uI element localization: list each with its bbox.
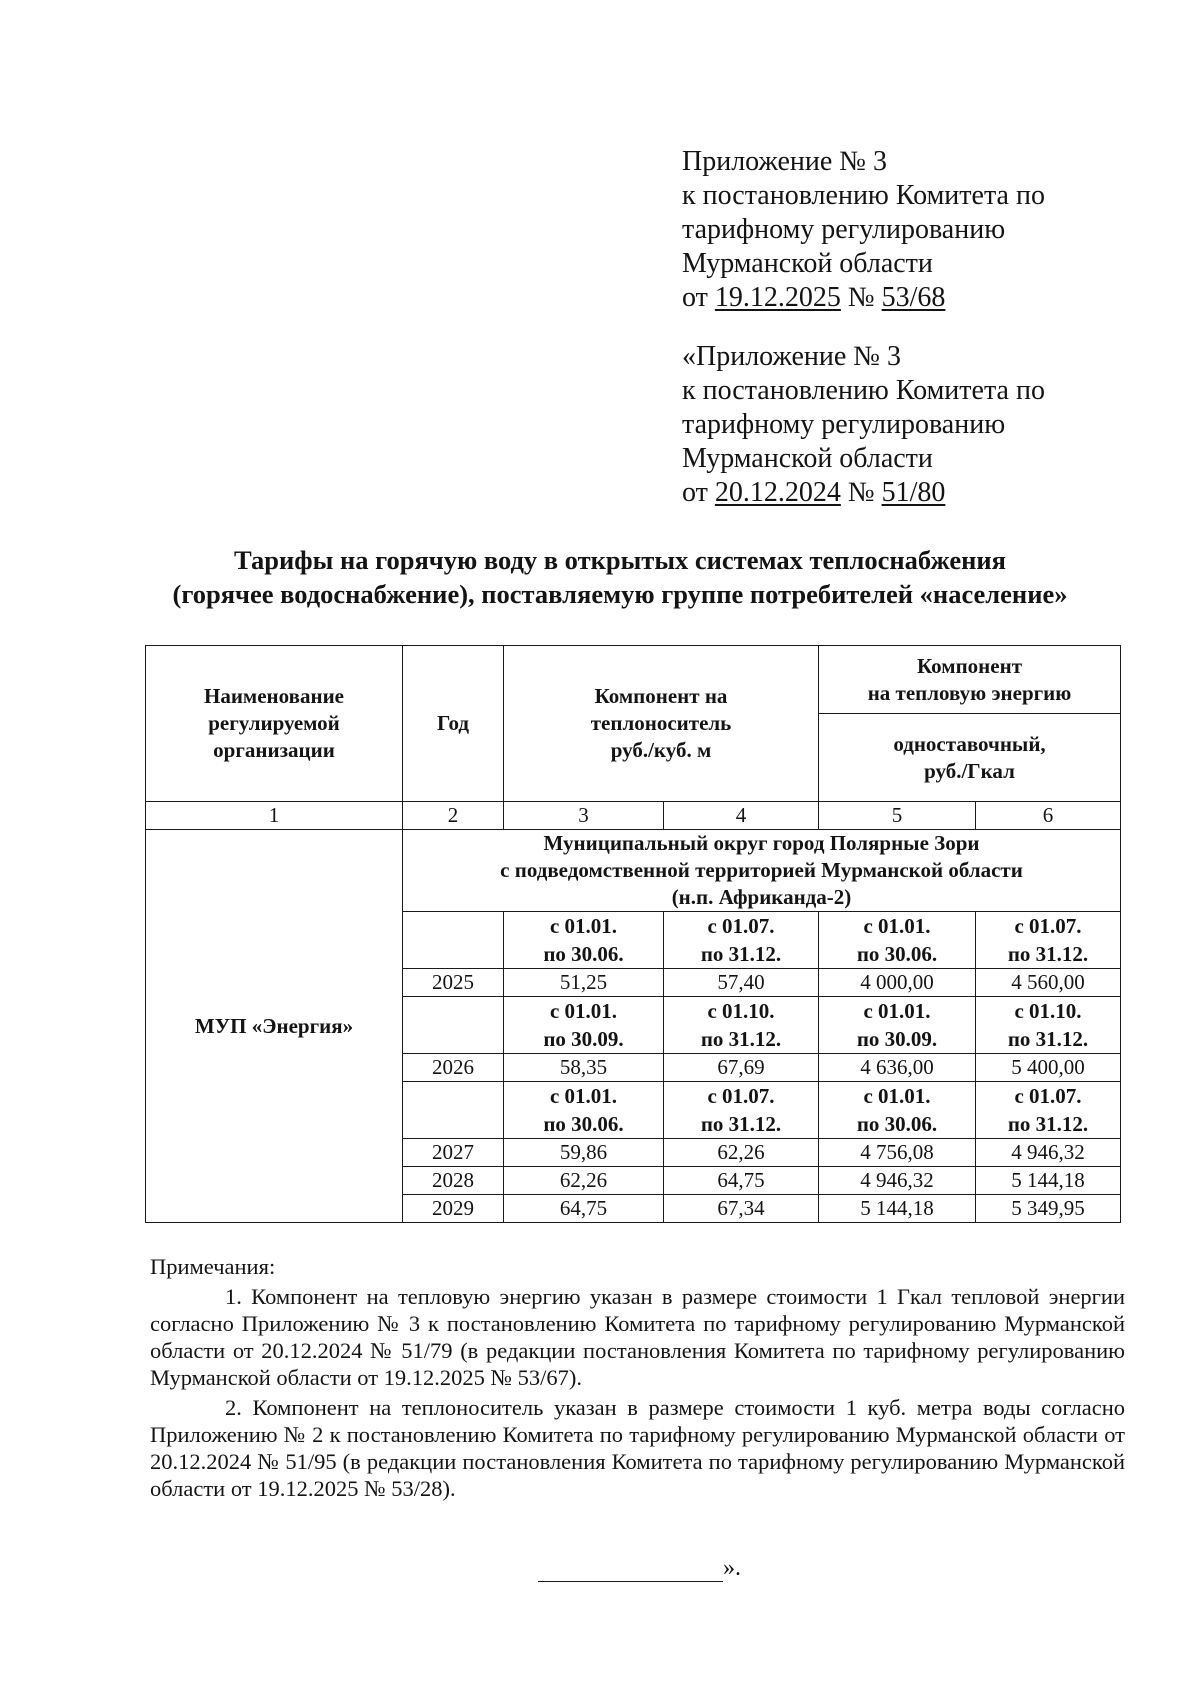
decree-date: 19.12.2025: [714, 282, 841, 313]
header-energy-component: Компонент на тепловую энергию: [819, 646, 1121, 714]
appendix-date-line: от 20.12.2024 № 51/80: [682, 477, 946, 508]
tariff-table: [145, 645, 1121, 1223]
period-row: с 01.01. по 30.06. с 01.07. по 31.12. с 01.01. по 30.06. с 01.07. по 31.12.: [146, 912, 1121, 969]
table-row: 2025 51,25 57,40 4 000,00 4 560,00: [146, 969, 1121, 997]
appendix-line: тарифному регулированию: [682, 214, 1006, 245]
table-header-row: [146, 646, 1121, 714]
signature-line: [538, 1563, 723, 1582]
territory-row: [146, 830, 1121, 912]
organization-name: МУП «Энергия»: [146, 830, 403, 1223]
notes-heading: Примечания:: [150, 1254, 276, 1279]
table-row: 2028 62,26 64,75 4 946,32 5 144,18: [146, 1167, 1121, 1195]
header-organization: Наименование регулируемой организации: [146, 646, 403, 802]
period-row: с 01.01. по 30.06. с 01.07. по 31.12. с 01.01. по 30.06. с 01.07. по 31.12.: [146, 1082, 1121, 1139]
year-cell: 2027: [403, 1139, 504, 1167]
decree-date: 20.12.2024: [714, 477, 841, 508]
decree-number: 51/80: [881, 477, 946, 508]
table-row: 2026 58,35 67,69 4 636,00 5 400,00: [146, 1054, 1121, 1082]
appendix-line: к постановлению Комитета по: [682, 180, 1045, 211]
table-row: 2027 59,86 62,26 4 756,08 4 946,32: [146, 1139, 1121, 1167]
year-cell: 2025: [403, 969, 504, 997]
note-item: 2. Компонент на теплоноситель указан в размере стоимости 1 куб. метра воды согласно Приложению № 2 к постановлению Комитета по тарифному регулированию Мурманской области от 20.12.2024 № 51/95 (в редакции постановления Комитета по тарифному регулированию Мурманской области от 19.12.2025 № 53/28).: [150, 1395, 1125, 1501]
appendix-quoted-header: [682, 340, 1045, 510]
closing-mark: ».: [538, 1555, 741, 1582]
table-row: 2029 64,75 67,34 5 144,18 5 349,95: [146, 1195, 1121, 1223]
appendix-title: Приложение № 3: [682, 146, 887, 177]
period-row: с 01.01. по 30.09. с 01.10. по 31.12. с 01.01. по 30.09. с 01.10. по 31.12.: [146, 997, 1121, 1054]
appendix-line: Мурманской области: [682, 248, 933, 279]
note-item: 1. Компонент на тепловую энергию указан в размере стоимости 1 Гкал тепловой энергии согласно Приложению № 3 к постановлению Комитета по тарифному регулированию Мурманской области от 20.12.2024 № 51/79 (в редакции постановления Комитета по тарифному регулированию Мурманской области от 19.12.2025 № 53/67).: [150, 1284, 1125, 1390]
territory-name: Муниципальный округ город Полярные Зори с подведомственной территорией Мурманской области (н.п. Африканда-2): [403, 830, 1121, 912]
header-year: Год: [403, 646, 504, 802]
document-title: Тарифы на горячую воду в открытых системах теплоснабжения (горячее водоснабжение), поставляемую группе потребителей «население»: [172, 545, 1068, 609]
notes-section: [150, 1253, 1125, 1502]
appendix-line: к постановлению Комитета по: [682, 375, 1045, 406]
decree-number: 53/68: [881, 282, 946, 313]
appendix-header: [682, 145, 1045, 315]
header-single-rate: одноставочный, руб./Гкал: [819, 714, 1121, 802]
appendix-line: тарифному регулированию: [682, 409, 1006, 440]
appendix-line: Мурманской области: [682, 443, 933, 474]
header-carrier-component: Компонент на теплоноситель руб./куб. м: [504, 646, 819, 802]
year-cell: 2029: [403, 1195, 504, 1223]
column-index-row: 1 2 3 4 5 6: [146, 802, 1121, 830]
year-cell: 2028: [403, 1167, 504, 1195]
appendix-date-line: от 19.12.2025 № 53/68: [682, 282, 946, 313]
appendix-title: «Приложение № 3: [682, 341, 901, 372]
year-cell: 2026: [403, 1054, 504, 1082]
